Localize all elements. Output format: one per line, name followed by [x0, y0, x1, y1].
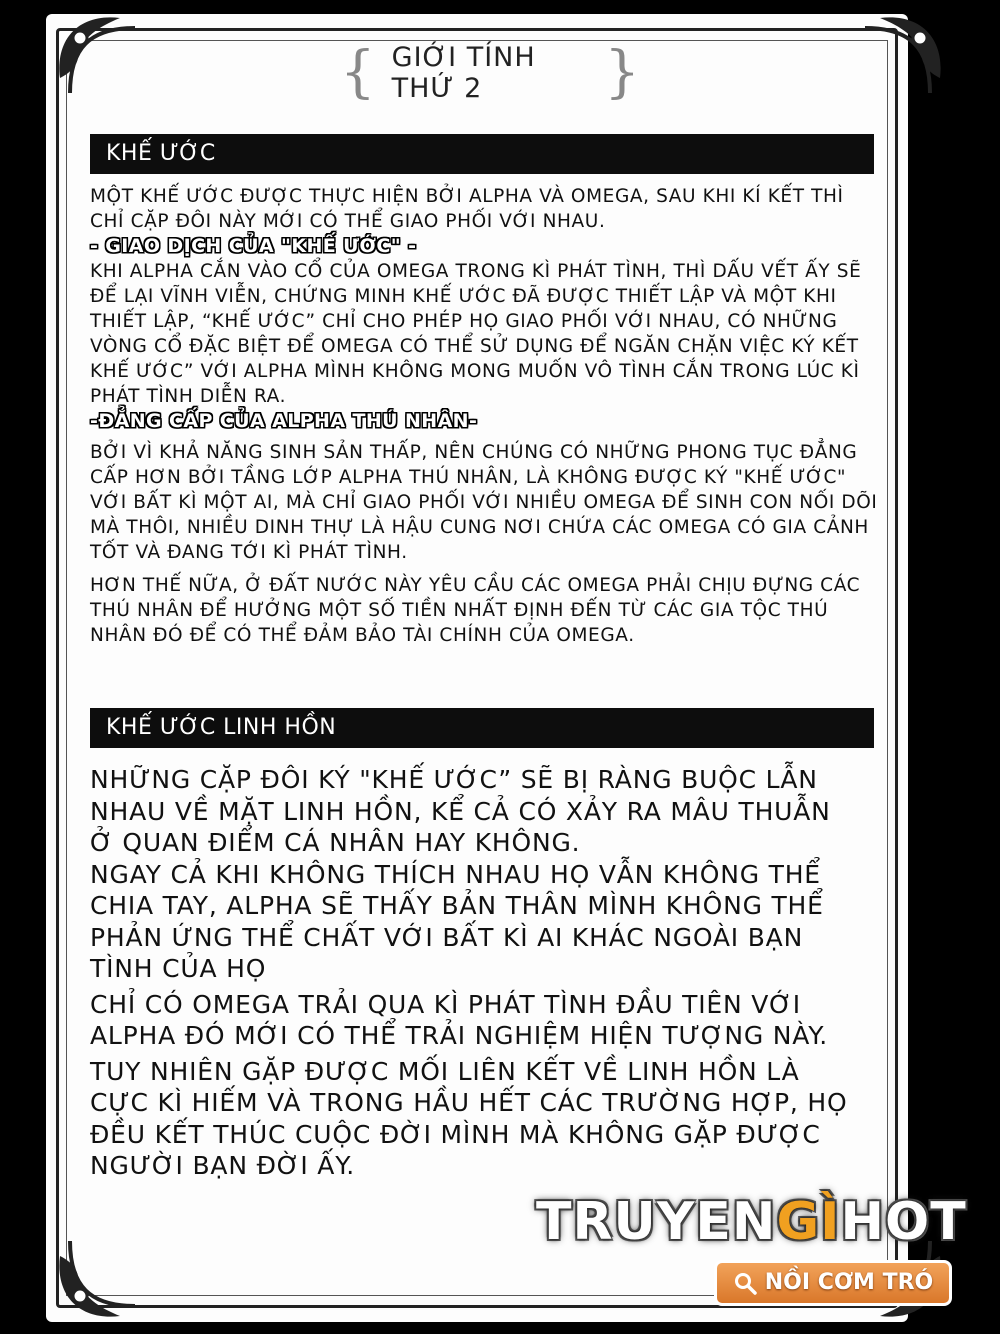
paragraph-rang-buoc: NHỮNG CẶP ĐÔI KÝ "KHẾ ƯỚC” SẼ BỊ RÀNG BUỘC LẪN NHAU VỀ MẶT LINH HỒN, KỂ CẢ CÓ XẢY RA MÂU THUẪN Ở QUAN ĐIỂM CÁ NHÂN HAY KHÔNG. [90, 765, 831, 857]
search-icon [733, 1271, 757, 1295]
watermark-badge-label: NỒI CƠM TRÓ [764, 1270, 934, 1295]
subheading-dang-cap: -ĐẲNG CẤP CỦA ALPHA THÚ NHÂN- [90, 410, 478, 432]
right-bracket-ornament: } [604, 40, 640, 105]
watermark-logo [536, 1192, 967, 1312]
watermark-badge [714, 1260, 952, 1306]
subheading-giao-dich: - GIAO DỊCH CỦA "KHẾ ƯỚC" - [90, 235, 417, 257]
paragraph-dang-cap: BỞI VÌ KHẢ NĂNG SINH SẢN THẤP, NÊN CHÚNG CÓ NHỮNG PHONG TỤC ĐẲNG CẤP HƠN BỞI TẦNG LỚP ALPHA THÚ NHÂN, LÀ KHÔNG ĐƯỢC KÝ "KHẾ ƯỚC" VỚI BẤT KÌ MỘT AI, MÀ CHỈ GIAO PHỐI VỚI NHIỀU OMEGA ĐỂ SINH CON NỐI DÕI MÀ THÔI, NHIỀU DINH THỰ LÀ HẬU CUNG NƠI CHỨA CÁC OMEGA CÓ GIA CẢNH TỐT VÀ ĐANG TỚI KÌ PHÁT TÌNH. [90, 442, 878, 563]
section-heading-khe-uoc-linh-hon: KHẾ ƯỚC LINH HỒN [90, 708, 874, 748]
paragraph-chia-tay: NGAY CẢ KHI KHÔNG THÍCH NHAU HỌ VẪN KHÔNG THỂ CHIA TAY, ALPHA SẼ THẤY BẢN THÂN MÌNH KHÔNG THỂ PHẢN ỨNG THỂ CHẤT VỚI BẤT KÌ AI KHÁC NGOÀI BẠN TÌNH CỦA HỌ [90, 859, 824, 983]
paragraph-hon-the-nua: HƠN THẾ NỮA, Ở ĐẤT NƯỚC NÀY YÊU CẦU CÁC OMEGA PHẢI CHỊU ĐỰNG CÁC THÚ NHÂN ĐỂ HƯỞNG MỘT SỐ TIỀN NHẤT ĐỊNH ĐẾN TỪ CÁC GIA TỘC THÚ NHÂN ĐÓ ĐỂ CÓ THỂ ĐẢM BẢO TÀI CHÍNH CỦA OMEGA. [90, 575, 861, 646]
page-title: GIỚI TÍNH THỨ 2 [391, 42, 536, 104]
watermark-logo-text: TRUYENGÌHOT [536, 1192, 967, 1252]
corner-ornament [50, 1236, 140, 1326]
section-heading-khe-uoc: KHẾ ƯỚC [90, 134, 874, 174]
section-linh-hon-body [90, 764, 860, 1182]
paragraph-hiem: TUY NHIÊN GẶP ĐƯỢC MỐI LIÊN KẾT VỀ LINH HỒN LÀ CỰC KÌ HIẾM VÀ TRONG HẦU HẾT CÁC TRƯỜNG HỢP, HỌ ĐỀU KẾT THÚC CUỘC ĐỜI MÌNH MÀ KHÔNG GẶP ĐƯỢC NGƯỜI BẠN ĐỜI ẤY. [90, 1056, 848, 1180]
left-bracket-ornament: { [340, 40, 376, 105]
corner-ornament [50, 8, 140, 98]
paragraph-phat-tinh: CHỈ CÓ OMEGA TRẢI QUA KÌ PHÁT TÌNH ĐẦU TIÊN VỚI ALPHA ĐÓ MỚI CÓ THỂ TRẢI NGHIỆM HIỆN TƯỢNG NÀY. [90, 989, 828, 1050]
title-banner [340, 40, 640, 106]
section-khe-uoc-body [90, 184, 884, 648]
paragraph-giao-dich: KHI ALPHA CẮN VÀO CỔ CỦA OMEGA TRONG KÌ PHÁT TÌNH, THÌ DẤU VẾT ẤY SẼ ĐỂ LẠI VĨNH VIỄN, CHỨNG MINH KHẾ ƯỚC ĐÃ ĐƯỢC THIẾT LẬP VÀ MỘT KHI THIẾT LẬP, “KHẾ ƯỚC” CHỈ CHO PHÉP HỌ GIAO PHỐI VỚI NHAU, CÓ NHỮNG VÒNG CỔ ĐẶC BIỆT ĐỂ OMEGA CÓ THỂ SỬ DỤNG ĐỂ NGĂN CHẶN VIỆC KÝ KẾT KHẾ ƯỚC” VỚI ALPHA MÌNH KHÔNG MONG MUỐN VÔ TÌNH CẮN TRONG LÚC KÌ PHÁT TÌNH DIỄN RA. [90, 261, 862, 407]
corner-ornament [860, 8, 950, 98]
intro-paragraph: MỘT KHẾ ƯỚC ĐƯỢC THỰC HIỆN BỞI ALPHA VÀ OMEGA, SAU KHI KÍ KẾT THÌ CHỈ CẶP ĐÔI NÀY MỚI CÓ THỂ GIAO PHỐI VỚI NHAU. [90, 186, 844, 232]
